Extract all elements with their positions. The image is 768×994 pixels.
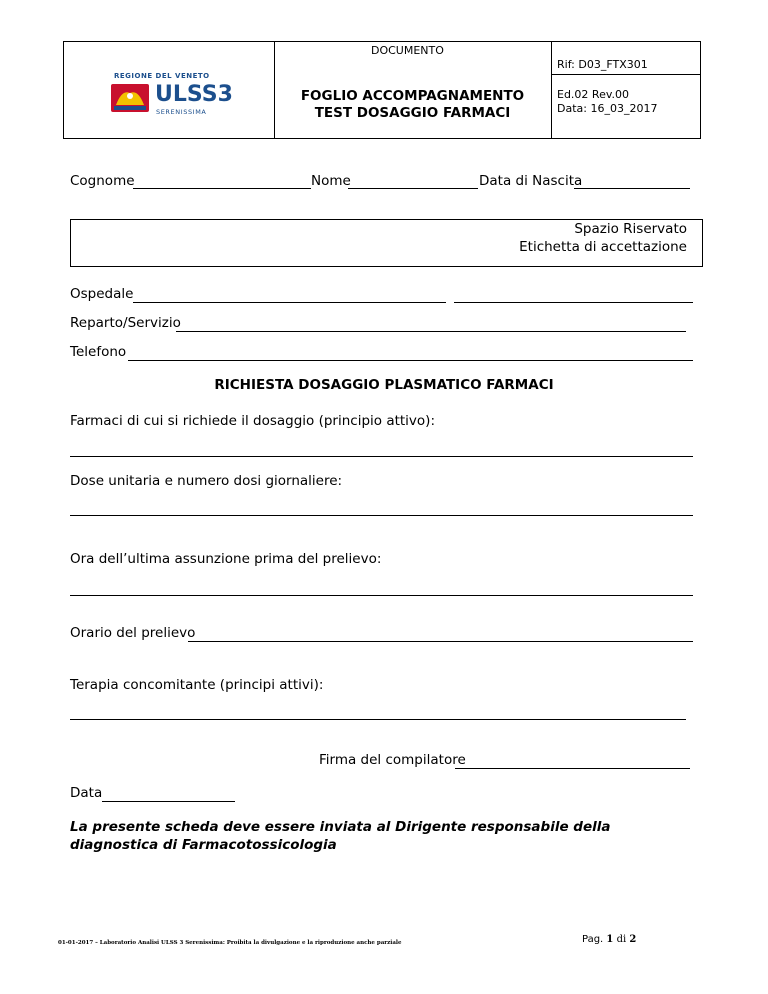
page-prefix: Pag. <box>582 934 607 945</box>
drugs-field[interactable] <box>70 456 693 457</box>
name-field[interactable] <box>348 188 478 189</box>
last-intake-label: Ora dell’ultima assunzione prima del prelievo: <box>70 551 382 567</box>
surname-field[interactable] <box>133 188 311 189</box>
sample-time-label: Orario del prelievo <box>70 625 196 641</box>
edition-text: Ed.02 Rev.00 <box>557 88 629 101</box>
logo-region-text: REGIONE DEL VENETO <box>114 72 210 80</box>
page-total: 2 <box>629 934 637 945</box>
last-intake-field[interactable] <box>70 595 693 596</box>
dose-label: Dose unitaria e numero dosi giornaliere: <box>70 473 343 489</box>
therapy-label: Terapia concomitante (principi attivi): <box>70 677 324 693</box>
sample-time-field[interactable] <box>188 641 693 642</box>
document-label: DOCUMENTO <box>371 44 444 57</box>
hospital-label: Ospedale <box>70 286 134 302</box>
phone-field[interactable] <box>128 360 693 361</box>
section-title: RICHIESTA DOSAGGIO PLASMATICO FARMACI <box>214 377 554 393</box>
reserved-label <box>400 220 687 256</box>
date-text: Data: 16_03_2017 <box>557 102 658 115</box>
therapy-field[interactable] <box>70 719 686 720</box>
reserved-line-1: Spazio Riservato <box>574 221 687 237</box>
signature-label: Firma del compilatore <box>319 752 466 768</box>
page-number <box>582 934 636 945</box>
birth-label: Data di Nascita <box>479 173 583 189</box>
date-field[interactable] <box>102 801 235 802</box>
document-title <box>274 88 551 122</box>
logo-sub-text: SERENISSIMA <box>156 108 207 116</box>
name-label: Nome <box>311 173 351 189</box>
reserved-line-2: Etichetta di accettazione <box>519 239 687 255</box>
note-text: La presente scheda deve essere inviata al Dirigente responsabile della diagnostica di Farmacotossicologia <box>70 819 611 853</box>
page-current: 1 <box>606 934 614 945</box>
hospital-field[interactable] <box>133 302 446 303</box>
title-line-1: FOGLIO ACCOMPAGNAMENTO <box>300 88 525 104</box>
ref-text: Rif: D03_FTX301 <box>557 58 648 71</box>
footer-text: 01-01-2017 – Laboratorio Analisi ULSS 3 Serenissima: Proibita la divulgazione e la riproduzione anche parziale <box>58 940 402 946</box>
birth-field[interactable] <box>574 188 690 189</box>
phone-label: Telefono <box>70 344 127 360</box>
logo-cell <box>64 42 275 138</box>
dose-field[interactable] <box>70 515 693 516</box>
date-label: Data <box>70 785 103 801</box>
page-of: di <box>613 934 630 945</box>
ref-divider <box>551 74 701 75</box>
hospital-field-2[interactable] <box>454 302 693 303</box>
drugs-label: Farmaci di cui si richiede il dosaggio (principio attivo): <box>70 413 435 429</box>
region-emblem-icon <box>110 83 150 113</box>
surname-label: Cognome <box>70 173 135 189</box>
document-header <box>63 41 701 139</box>
department-field[interactable] <box>176 331 686 332</box>
department-label: Reparto/Servizio <box>70 315 181 331</box>
title-line-2: TEST DOSAGGIO FARMACI <box>314 105 511 121</box>
logo-name-text: ULSS3 <box>155 82 233 107</box>
signature-field[interactable] <box>455 768 690 769</box>
